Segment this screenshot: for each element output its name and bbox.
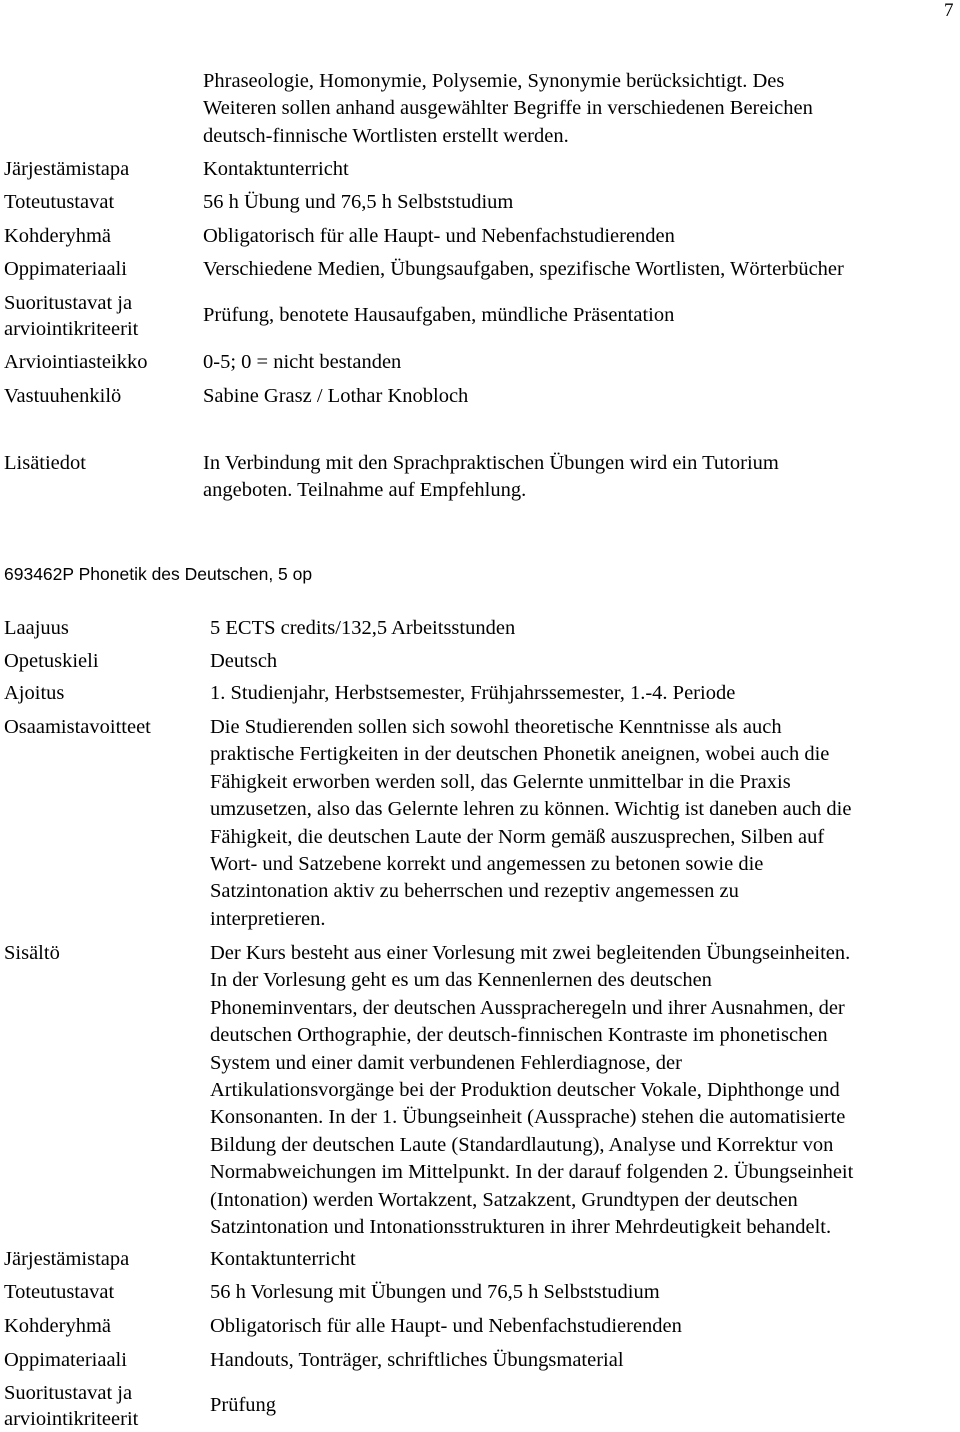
text-line: (Intonation) werden Wortakzent, Satzakzent, Grundtypen der deutschen [210, 1188, 798, 1211]
field-value [210, 714, 956, 933]
field-label: Toteutustavat [4, 1281, 115, 1303]
field-label: Ajoitus [4, 682, 65, 704]
text-line: System und einer damit verbundenen Fehlerdiagnose, der [210, 1051, 682, 1074]
field-label: Laajuus [4, 617, 69, 639]
row-toteutustavat [4, 189, 956, 216]
field-label: Järjestämistapa [4, 158, 130, 180]
label-line: arviointikriteerit [4, 1408, 139, 1430]
text-line: Bildung der deutschen Laute (Standardlautung), Analyse und Korrektur von [210, 1133, 834, 1156]
field-value: Kontaktunterricht [203, 158, 349, 180]
field-label: Oppimateriaali [4, 258, 127, 280]
field-label: Lisätiedot [4, 452, 86, 474]
field-value [203, 450, 956, 505]
row-osaamistavoitteet [4, 714, 956, 933]
field-value: 0-5; 0 = nicht bestanden [203, 351, 402, 373]
text-line: umzusetzen, also das Gelernte lehren zu können. Wichtig ist daneben auch die [210, 798, 852, 821]
row-lisatiedot [4, 450, 956, 505]
row-kohderyhma [4, 223, 956, 250]
field-value: Kontaktunterricht [210, 1248, 356, 1270]
field-label: Toteutustavat [4, 191, 115, 213]
field-value: 1. Studienjahr, Herbstsemester, Frühjahrssemester, 1.-4. Periode [210, 682, 736, 704]
text-line: Normabweichungen im Mittelpunkt. In der darauf folgenden 2. Übungseinheit [210, 1161, 854, 1184]
label-line: Suoritustavat ja [4, 1382, 133, 1404]
text-line: interpretieren. [210, 907, 326, 930]
row-sisalto [4, 940, 956, 1241]
text-line: Konsonanten. In der 1. Übungseinheit (Aussprache) stehen die automatisierte [210, 1106, 846, 1129]
field-value: Prüfung [210, 1394, 277, 1417]
row-suoritustavat [4, 290, 956, 342]
row-jarjestamistapa [4, 156, 956, 183]
text-line: Phoneminventars, der deutschen Ausspracheregeln und ihrer Ausnahmen, der [210, 996, 845, 1019]
field-label: Vastuuhenkilö [4, 385, 122, 407]
label-line: Suoritustavat ja [4, 292, 133, 314]
field-label: Kohderyhmä [4, 225, 112, 247]
page-number: 7 [944, 0, 954, 21]
field-value [210, 940, 956, 1241]
text-line: praktische Fertigkeiten in der deutschen Phonetik aneignen, wobei auch die [210, 743, 830, 766]
course-heading: 693462P Phonetik des Deutschen, 5 op [4, 564, 313, 584]
label-line: arviointikriteerit [4, 318, 139, 340]
field-label: Osaamistavoitteet [4, 716, 151, 738]
text-line: In Verbindung mit den Sprachpraktischen Übungen wird ein Tutorium [203, 452, 779, 474]
field-value: Verschiedene Medien, Übungsaufgaben, spezifische Wortlisten, Wörterbücher [203, 258, 844, 280]
text-line: Satzintonation und Intonationsstrukturen in ihrer Mehrdeutigkeit behandelt. [210, 1216, 832, 1239]
field-value: Sabine Grasz / Lothar Knobloch [203, 385, 469, 407]
text-line: In der Vorlesung geht es um das Kennenlernen des deutschen [210, 969, 712, 992]
text-line: Der Kurs besteht aus einer Vorlesung mit zwei begleitenden Übungseinheiten. [210, 942, 851, 964]
text-line: deutsch-finnische Wortlisten erstellt werden. [203, 124, 569, 147]
text-line: deutschen Orthographie, der deutsch-finnischen Kontraste im phonetischen [210, 1024, 828, 1047]
row-arviointiasteikko [4, 349, 956, 376]
field-label: Järjestämistapa [4, 1248, 130, 1270]
row-oppimateriaali [4, 1347, 956, 1374]
text-line: angeboten. Teilnahme auf Empfehlung. [203, 479, 527, 502]
field-value: 5 ECTS credits/132,5 Arbeitsstunden [210, 617, 516, 639]
row-kohderyhma [4, 1313, 956, 1340]
field-value: 56 h Vorlesung mit Übungen und 76,5 h Selbststudium [210, 1281, 660, 1303]
text-line: Artikulationsvorgänge bei der Produktion deutscher Vokale, Diphthonge und [210, 1079, 840, 1102]
text-line: Wort- und Satzebene korrekt und angemessen zu betonen sowie die [210, 853, 764, 876]
field-label [4, 290, 203, 342]
row-ajoitus [4, 680, 956, 707]
text-line: Weiteren sollen anhand ausgewählter Begriffe in verschiedenen Bereichen [203, 97, 813, 120]
text-line: Phraseologie, Homonymie, Polysemie, Synonymie berücksichtigt. Des [203, 70, 785, 92]
field-label: Arviointiasteikko [4, 351, 148, 373]
field-value: Obligatorisch für alle Haupt- und Nebenfachstudierenden [210, 1315, 682, 1337]
previous-content-paragraph [203, 68, 943, 150]
field-label: Sisältö [4, 942, 60, 964]
row-vastuuhenkilo [4, 383, 956, 410]
row-laajuus [4, 615, 956, 642]
field-value: Obligatorisch für alle Haupt- und Nebenfachstudierenden [203, 225, 675, 247]
row-jarjestamistapa [4, 1246, 956, 1273]
field-value: Handouts, Tonträger, schriftliches Übungsmaterial [210, 1349, 624, 1371]
text-line: Fähigkeit, die deutschen Laute der Norm gemäß auszusprechen, Silben auf [210, 825, 825, 848]
text-line: Fähigkeit erworben werden soll, das Gelernte unmittelbar in die Praxis [210, 770, 791, 793]
field-label: Oppimateriaali [4, 1349, 127, 1371]
field-label: Kohderyhmä [4, 1315, 112, 1337]
row-oppimateriaali [4, 256, 956, 283]
field-label [4, 1380, 210, 1432]
field-label: Opetuskieli [4, 650, 99, 672]
text-line: Die Studierenden sollen sich sowohl theoretische Kenntnisse als auch [210, 716, 782, 738]
row-opetuskieli [4, 648, 956, 675]
field-value: Prüfung, benotete Hausaufgaben, mündliche Präsentation [203, 304, 675, 327]
row-suoritustavat [4, 1380, 956, 1432]
text-line: Satzintonation aktiv zu beherrschen und rezeptiv angemessen zu [210, 880, 739, 903]
field-value: Deutsch [210, 650, 278, 672]
row-toteutustavat [4, 1279, 956, 1306]
field-value: 56 h Übung und 76,5 h Selbststudium [203, 191, 514, 213]
